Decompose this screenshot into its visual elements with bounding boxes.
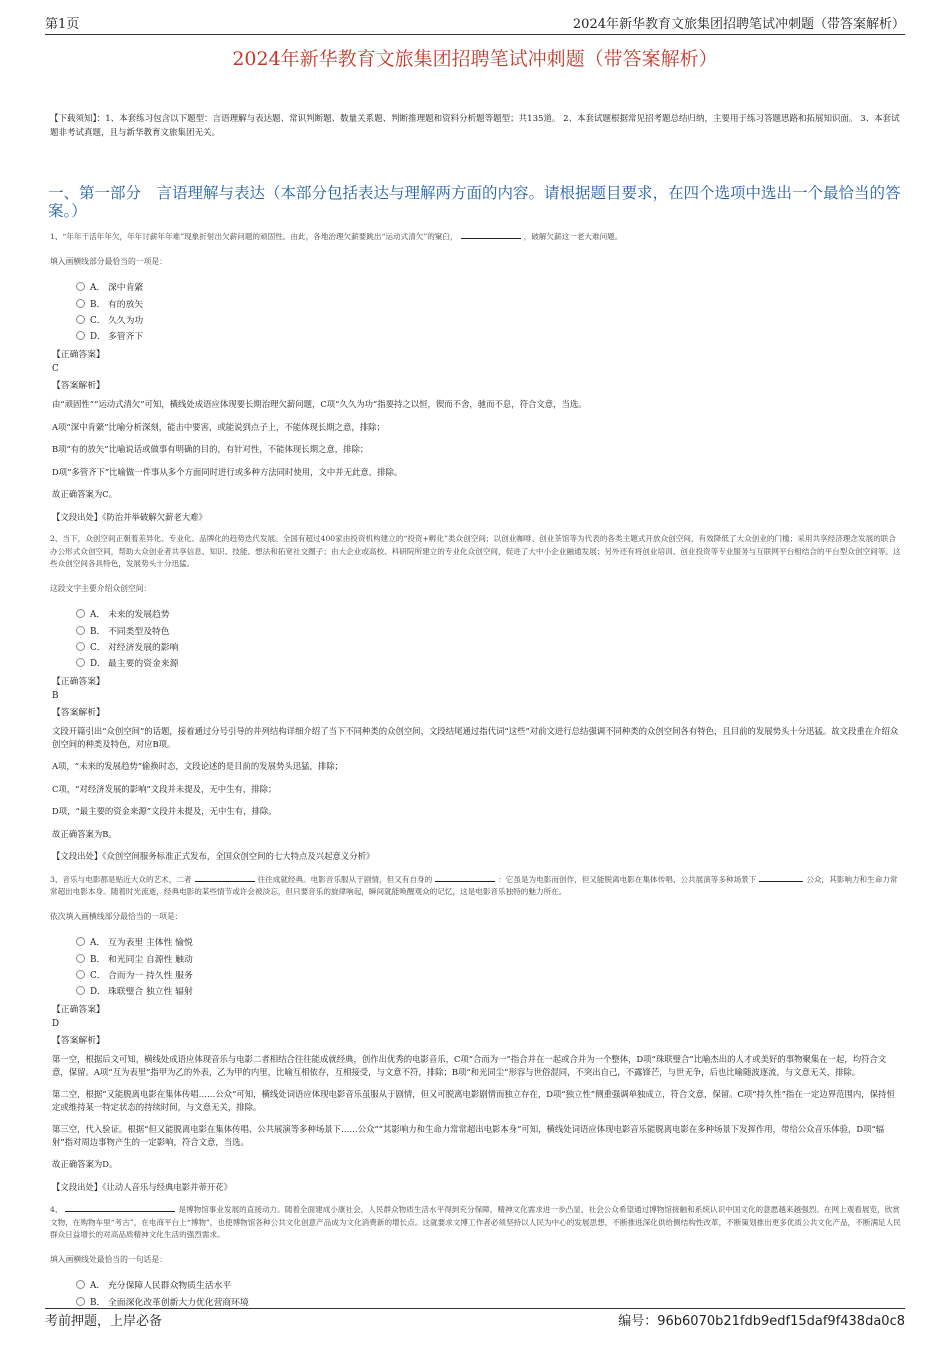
analysis-paragraph: C项，“对经济发展的影响”文段并未提及，无中生有，排除； bbox=[52, 783, 277, 794]
answer-value: B bbox=[52, 691, 59, 702]
option-list bbox=[76, 279, 902, 345]
question-text: 3、音乐与电影都是贴近大众的艺术，二者 往往成就经典。电影音乐服从于剧情，但又有自身的 ：它虽是为电影而创作，但又能脱离电影在集体传唱、公共展演等多种场景下 公众，其影响力和生命力常常超出电影本身。随着时光流逝，经典电影的某些情节或许会被淡忘，但只要音乐的旋律响起，瞬间就能唤醒观众的记忆，这是电影音乐独特的魅力所在。 bbox=[50, 874, 898, 897]
option-b[interactable]: B． 有的放矢 bbox=[76, 295, 902, 311]
answer-label: 【正确答案】 bbox=[52, 677, 105, 688]
option-list bbox=[76, 606, 902, 672]
option-a[interactable]: A． 未来的发展趋势 bbox=[76, 606, 902, 622]
analysis-paragraph: B项“有的放矢”比喻说话或做事有明确的目的，有针对性，不能体现长期之意，排除； bbox=[52, 444, 369, 455]
option-list bbox=[76, 1277, 902, 1310]
question-text: 1、“年年干活年年欠，年年讨薪年年难”现象折射出欠薪问题的顽固性。由此，各地治理欠薪要跳出“运动式清欠”的窠臼， ，破解欠薪这一老大难问题。 bbox=[50, 232, 623, 241]
analysis-paragraph: 故正确答案为C。 bbox=[52, 489, 118, 500]
option-c[interactable]: C． 久久为功 bbox=[76, 311, 902, 327]
answer-label: 【正确答案】 bbox=[52, 350, 105, 361]
answer-label: 【正确答案】 bbox=[52, 1005, 105, 1016]
question-text: 2、当下，众创空间正朝着差异化、专业化、品牌化的趋势迭代发展。全国有超过400家由投资机构建立的“投资+孵化”类众创空间；以创业咖啡、创业茶馆等为代表的各类主题式开放众创空间，有效降低了大众创业的门槛；采用共享经济理念发展的联合办公形式众创空间，帮助大众创业者共享信息、知识、技能、想法和拓宽社交圈子；由大企业或高校、科研院所建立的专业化众创空间，促进了大中小企业融通发展；另外还有将创业培训、创业投资等专业服务与互联网平台相结合的平台型众创空间等。这些众创空间各具特色，发展势头十分迅猛。 bbox=[50, 534, 901, 569]
radio-icon[interactable] bbox=[76, 626, 85, 635]
question-prompt: 填入画横线部分最恰当的一项是： bbox=[50, 256, 167, 266]
radio-icon[interactable] bbox=[76, 970, 85, 979]
analysis-label: 【答案解析】 bbox=[52, 381, 105, 392]
analysis-label: 【答案解析】 bbox=[52, 1036, 105, 1047]
header-doc-title: 2024年新华教育文旅集团招聘笔试冲刺题（带答案解析） bbox=[572, 17, 905, 32]
option-d[interactable]: D． 最主要的资金来源 bbox=[76, 655, 902, 671]
radio-icon[interactable] bbox=[76, 642, 85, 651]
answer-value: C bbox=[52, 364, 59, 375]
fill-blank bbox=[65, 1203, 175, 1212]
radio-icon[interactable] bbox=[76, 331, 85, 340]
question-4 bbox=[50, 1203, 902, 1309]
radio-icon[interactable] bbox=[76, 937, 85, 946]
radio-icon[interactable] bbox=[76, 986, 85, 995]
option-c[interactable]: C． 对经济发展的影响 bbox=[76, 638, 902, 654]
analysis-paragraph: 由“顽固性”“运动式清欠”可知，横线处成语应体现要长期治理欠薪问题，C项“久久为功”指要持之以恒，锲而不舍，驰而不息，符合文意，当选。 bbox=[52, 399, 587, 410]
option-c[interactable]: C． 合而为一 持久性 服务 bbox=[76, 966, 902, 982]
option-b[interactable]: B． 和光同尘 自源性 触动 bbox=[76, 950, 902, 966]
question-1 bbox=[50, 230, 902, 523]
radio-icon[interactable] bbox=[76, 1297, 85, 1306]
analysis-label: 【答案解析】 bbox=[52, 708, 105, 719]
source-note: 【文段出处】《让动人音乐与经典电影并蒂开花》 bbox=[52, 1181, 233, 1192]
download-notice: 【下载须知】：1、本套练习包含以下题型：言语理解与表达题、常识判断题、数量关系题、判断推理题和资料分析题等题型；共135道。 2、本套试题根据常见招考题总结归纳，主要用于练习答题思路和拓展知识面。 3、本套试题非考试真题，且与新华教育文旅集团无关。 bbox=[50, 114, 900, 138]
analysis-paragraph: 第三空，代入验证。根据“但又能脱离电影在集体传唱、公共展演等多种场景下……公众”“其影响力和生命力常常超出电影本身”可知，横线处词语应体现电影音乐能脱离电影在多种场景下发挥作用，带给公众音乐体验，D项“辐射”指对周边事物产生的一定影响，符合文意，当选。 bbox=[52, 1124, 885, 1147]
analysis-paragraph: D项，“最主要的资金来源”文段并未提及，无中生有，排除。 bbox=[52, 806, 277, 817]
page-number: 第1页 bbox=[45, 17, 80, 32]
page-title: 2024年新华教育文旅集团招聘笔试冲刺题（带答案解析） bbox=[232, 48, 718, 70]
analysis-paragraph: 故正确答案为D。 bbox=[52, 1159, 118, 1170]
section-title: 一、第一部分 言语理解与表达（本部分包括表达与理解两方面的内容。请根据题目要求，在四个选项中选出一个最恰当的答案。） bbox=[48, 184, 901, 220]
option-d[interactable]: D． 多管齐下 bbox=[76, 328, 902, 344]
answer-value: D bbox=[52, 1019, 60, 1030]
option-b[interactable]: B． 全面深化改革创新大力优化营商环境 bbox=[76, 1293, 902, 1309]
question-3 bbox=[50, 873, 902, 1194]
question-2 bbox=[50, 533, 902, 863]
option-b[interactable]: B． 不同类型及特色 bbox=[76, 622, 902, 638]
question-text: 4、 是博物馆事业发展的直接动力。随着全面建成小康社会，人民群众物质生活水平得到充分保障，精神文化需求进一步凸显，社会公众希望通过博物馆接触和系统认识中国文化的意愿越来越强烈。在网上观看展览，欣赏文物，在购物车里“考古”，在电商平台上“博物”，也使博物馆各种公共文化创意产品成为文化消费新的增长点。这就要求文博工作者必须坚持以人民为中心的发展思想，不断推进深化供给侧结构性改革，不断策划推出更多优质公共文化产品，不断满足人民群众日益增长的对高品质精神文化生活的强烈需求。 bbox=[50, 1205, 901, 1240]
fill-blank bbox=[195, 873, 255, 882]
fill-blank bbox=[461, 230, 521, 239]
analysis-paragraph: A项“深中肯綮”比喻分析深刻，能击中要害，或能说到点子上，不能体现长期之意，排除； bbox=[52, 421, 385, 432]
fill-blank bbox=[759, 873, 803, 882]
radio-icon[interactable] bbox=[76, 954, 85, 963]
radio-icon[interactable] bbox=[76, 315, 85, 324]
footer-slogan: 考前押题，上岸必备 bbox=[45, 1314, 163, 1329]
fill-blank bbox=[435, 873, 495, 882]
document-body bbox=[50, 112, 902, 1309]
page-footer bbox=[45, 1308, 905, 1329]
source-note: 【文段出处】《众创空间服务标准正式发布，全国众创空间的七大特点及兴起意义分析》 bbox=[52, 851, 375, 862]
analysis-paragraph: 第一空，根据后文可知，横线处成语应体现音乐与电影二者相结合往往能成就经典，创作出优秀的电影音乐，C项“合而为一”指合并在一起或合并为一个整体，D项“珠联璧合”比喻杰出的人才或美好的事物聚集在一起，均符合文意，保留。A项“互为表里”指甲为乙的外表，乙为甲的内里，比喻互相依存，互相接受，与文意不符，排除；B项“和光同尘”形容与世俗混同，不突出自己，不露锋芒，与世无争，后也比喻随波逐流，与文意无关，排除。 bbox=[52, 1054, 887, 1077]
page-header bbox=[45, 14, 905, 35]
option-a[interactable]: A． 充分保障人民群众物质生活水平 bbox=[76, 1277, 902, 1293]
option-list bbox=[76, 934, 902, 1000]
option-a[interactable]: A． 互为表里 主体性 愉悦 bbox=[76, 934, 902, 950]
radio-icon[interactable] bbox=[76, 658, 85, 667]
analysis-paragraph: 第二空，根据“又能脱离电影在集体传唱……公众”可知，横线处词语应体现电影音乐虽服从于剧情，但又可脱离电影剧情而独立存在，D项“独立性”侧重强调单独成立，符合文意，保留。C项“持久性”指在一定边界范围内，保持恒定或维持某一特定状态的持续时间，与文意无关，排除。 bbox=[52, 1089, 895, 1112]
question-prompt: 依次填入画横线部分最恰当的一项是： bbox=[50, 911, 183, 921]
question-prompt: 这段文字主要介绍众创空间： bbox=[50, 583, 152, 593]
option-d[interactable]: D． 珠联璧合 独立性 辐射 bbox=[76, 983, 902, 999]
analysis-paragraph: 文段开篇引出“众创空间”的话题，接着通过分号引导的并列结构详细介绍了当下不同种类的众创空间，文段结尾通过指代词“这些”对前文进行总结强调不同种类的众创空间各有特色，且目前的发展势头十分迅猛。故文段重在介绍众创空间的种类及特色，对应B项。 bbox=[52, 726, 899, 749]
document-code: 编号：96b6070b21fdb9edf15daf9f438da0c8 bbox=[618, 1314, 905, 1329]
source-note: 【文段出处】《防治并举破解欠薪老大难》 bbox=[52, 511, 207, 522]
radio-icon[interactable] bbox=[76, 609, 85, 618]
option-a[interactable]: A． 深中肯綮 bbox=[76, 279, 902, 295]
radio-icon[interactable] bbox=[76, 299, 85, 308]
analysis-paragraph: A项，“未来的发展趋势”偷换时态，文段论述的是目前的发展势头迅猛，排除； bbox=[52, 761, 343, 772]
radio-icon[interactable] bbox=[76, 1280, 85, 1289]
analysis-paragraph: 故正确答案为B。 bbox=[52, 828, 117, 839]
radio-icon[interactable] bbox=[76, 282, 85, 291]
question-prompt: 填入画横线处最恰当的一句话是： bbox=[50, 1254, 167, 1264]
analysis-paragraph: D项“多管齐下”比喻做一件事从多个方面同时进行或多种方法同时使用，文中并无此意，排除。 bbox=[52, 466, 403, 477]
